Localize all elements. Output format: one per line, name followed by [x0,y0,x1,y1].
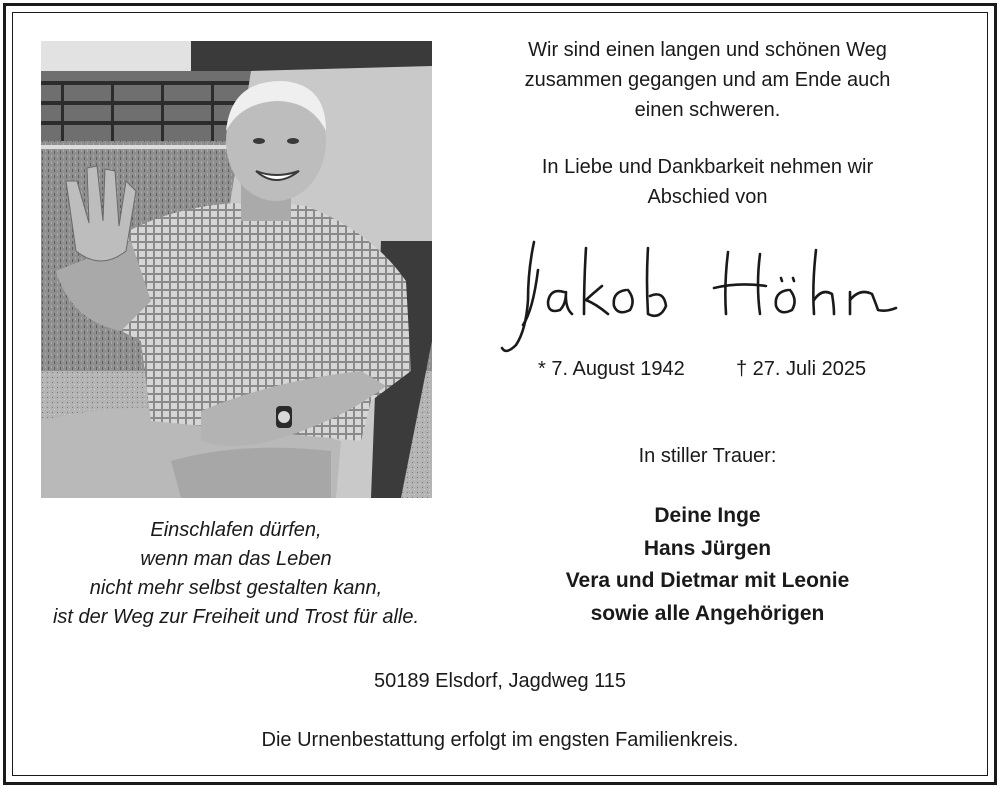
signature-artwork [498,230,908,360]
portrait-illustration [41,41,432,498]
mourner-line: Vera und Dietmar mit Leonie [565,569,850,592]
portrait-photo [41,41,432,498]
deceased-name-signature [498,230,908,360]
mourner-line: Hans Jürgen [643,536,772,560]
farewell-line: In Liebe und Dankbarkeit nehmen wir [541,156,874,178]
birth-date: * 7. August 1942 [538,358,685,380]
burial-note: Die Urnenbestattung erfolgt im engsten Familienkreis. [261,729,739,751]
verse-line: einen schweren. [634,99,781,121]
verse-line: zusammen gegangen und am Ende auch [524,69,891,91]
quote-line: ist der Weg zur Freiheit und Trost für alle. [52,606,420,628]
quote-line: nicht mehr selbst gestalten kann, [89,577,383,599]
farewell-text [490,152,925,212]
address: 50189 Elsdorf, Jagdweg 115 [373,670,627,692]
mourner-line: Deine Inge [654,504,761,527]
quote-line: Einschlafen dürfen, [150,519,322,541]
verse-line: Wir sind einen langen und schönen Weg [528,39,887,61]
mourners-list [490,500,925,630]
opening-verse [490,35,925,125]
death-date: † 27. Juli 2025 [736,358,867,380]
mourning-label: In stiller Trauer: [638,445,777,467]
memorial-quote [36,516,436,632]
mourner-line: sowie alle Angehörigen [590,601,825,625]
farewell-line: Abschied von [647,186,768,208]
quote-line: wenn man das Leben [140,548,332,570]
